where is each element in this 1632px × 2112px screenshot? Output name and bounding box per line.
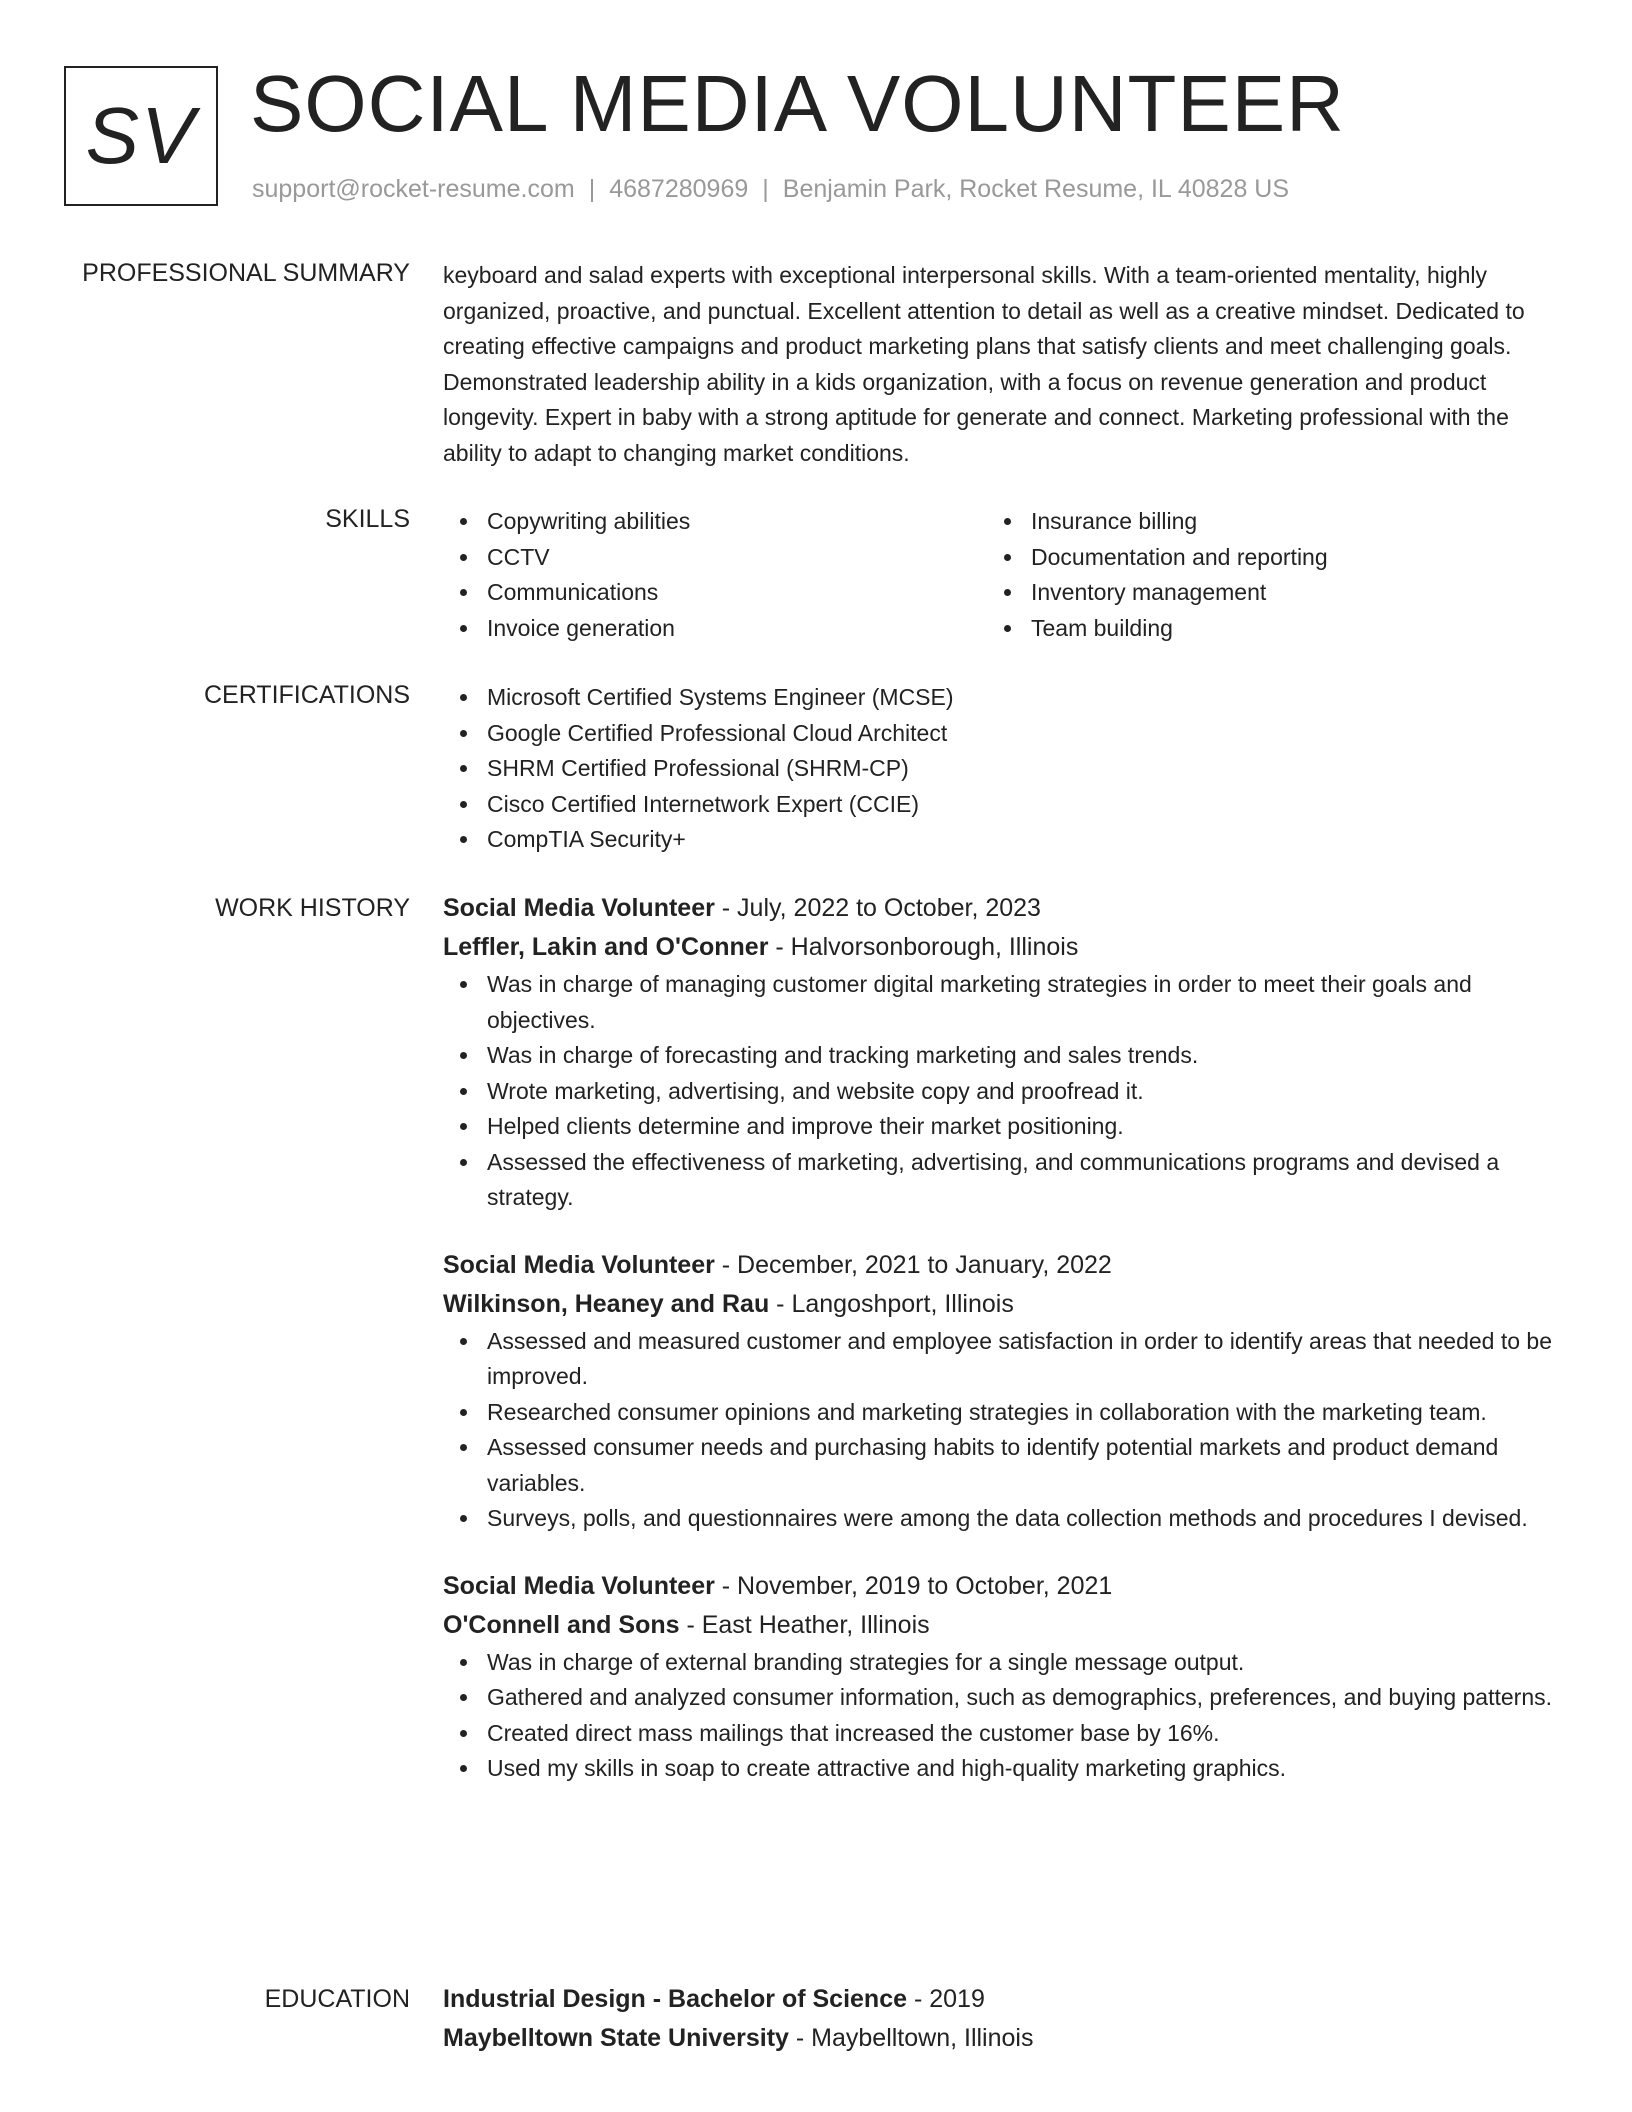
job-bullets <box>443 967 1553 1216</box>
list-item: Documentation and reporting <box>1031 540 1575 576</box>
list-item: Assessed and measured customer and employee satisfaction in order to identify areas that needed to be improved. <box>487 1324 1553 1395</box>
job-title-line <box>443 889 1553 928</box>
contact-line <box>252 174 1289 204</box>
job-company-line <box>443 1606 1553 1645</box>
work-history-body <box>443 889 1553 1787</box>
certifications-list-container <box>443 680 1553 858</box>
certifications-list <box>443 680 1553 858</box>
education-body <box>443 1980 1553 2058</box>
job-company-line <box>443 1285 1553 1324</box>
job-company: Leffler, Lakin and O'Conner <box>443 933 769 961</box>
monogram-text: SV <box>85 91 197 180</box>
list-item: CompTIA Security+ <box>487 822 1553 858</box>
skills-list-container <box>443 504 1553 646</box>
list-item: Assessed the effectiveness of marketing, advertising, and communications programs and devised a strategy. <box>487 1145 1553 1216</box>
education-location: - Maybelltown, Illinois <box>788 2024 1034 2052</box>
section-label-summary: PROFESSIONAL SUMMARY <box>82 259 410 287</box>
education-year: - 2019 <box>907 1985 985 2013</box>
list-item: Inventory management <box>1031 575 1575 611</box>
list-item: Gathered and analyzed consumer information, such as demographics, preferences, and buying patterns. <box>487 1680 1553 1716</box>
summary-text: keyboard and salad experts with exceptional interpersonal skills. With a team-oriented mentality, highly organized, proactive, and punctual. Excellent attention to detail as well as a creative mindset. Dedicated to creating effective campaigns and product marketing plans that satisfy clients and meet challenging goals. Demonstrated leadership ability in a kids organization, with a focus on revenue generation and product longevity. Expert in baby with a strong aptitude for generate and connect. Marketing professional with the ability to adapt to changing market conditions. <box>443 262 1525 466</box>
list-item: Insurance billing <box>1031 504 1575 540</box>
contact-separator: | <box>588 175 596 203</box>
section-label-education: EDUCATION <box>264 1985 410 2013</box>
job-role: Social Media Volunteer <box>443 1571 715 1600</box>
job-company: O'Connell and Sons <box>443 1610 680 1639</box>
job-role: Social Media Volunteer <box>443 1250 715 1279</box>
education-degree-line <box>443 1980 1553 2019</box>
education-school: Maybelltown State University <box>443 2024 789 2052</box>
job-entry <box>443 1567 1553 1787</box>
list-item: Helped clients determine and improve their market positioning. <box>487 1109 1553 1145</box>
list-item: Communications <box>487 575 1031 611</box>
job-company: Wilkinson, Heaney and Rau <box>443 1289 770 1318</box>
list-item: Used my skills in soap to create attractive and high-quality marketing graphics. <box>487 1751 1553 1787</box>
job-location: - East Heather, Illinois <box>679 1610 930 1639</box>
section-label-skills: SKILLS <box>325 505 410 533</box>
job-title-line <box>443 1567 1553 1606</box>
job-role: Social Media Volunteer <box>443 894 715 922</box>
list-item: Created direct mass mailings that increased the customer base by 16%. <box>487 1716 1553 1752</box>
page-title: SOCIAL MEDIA VOLUNTEER <box>250 59 1345 148</box>
contact-email[interactable]: support@rocket-resume.com <box>252 175 575 203</box>
job-entry <box>443 889 1553 1216</box>
list-item: Copywriting abilities <box>487 504 1031 540</box>
section-label-certifications: CERTIFICATIONS <box>203 681 410 709</box>
list-item: SHRM Certified Professional (SHRM-CP) <box>487 751 1553 787</box>
list-item: Team building <box>1031 611 1575 647</box>
job-dates: - December, 2021 to January, 2022 <box>714 1250 1112 1279</box>
list-item: CCTV <box>487 540 1031 576</box>
list-item: Invoice generation <box>487 611 1031 647</box>
list-item: Cisco Certified Internetwork Expert (CCIE) <box>487 787 1553 823</box>
list-item: Microsoft Certified Systems Engineer (MCSE) <box>487 680 1553 716</box>
skills-list <box>443 504 1553 646</box>
job-bullets <box>443 1645 1553 1787</box>
list-item: Researched consumer opinions and marketing strategies in collaboration with the marketing team. <box>487 1395 1553 1431</box>
list-item: Wrote marketing, advertising, and website copy and proofread it. <box>487 1074 1553 1110</box>
list-item: Google Certified Professional Cloud Architect <box>487 716 1553 752</box>
list-item: Surveys, polls, and questionnaires were among the data collection methods and procedures I devised. <box>487 1501 1553 1537</box>
education-school-line <box>443 2019 1553 2058</box>
job-title-line <box>443 1246 1553 1285</box>
job-entry <box>443 1246 1553 1537</box>
job-dates: - July, 2022 to October, 2023 <box>714 894 1041 922</box>
job-location: - Halvorsonborough, Illinois <box>768 933 1079 961</box>
contact-address: Benjamin Park, Rocket Resume, IL 40828 US <box>782 175 1290 203</box>
list-item: Was in charge of forecasting and tracking marketing and sales trends. <box>487 1038 1553 1074</box>
monogram-box <box>64 66 218 206</box>
job-company-line <box>443 928 1553 967</box>
section-label-work-history: WORK HISTORY <box>215 894 410 922</box>
job-location: - Langoshport, Illinois <box>769 1289 1014 1318</box>
list-item: Was in charge of external branding strategies for a single message output. <box>487 1645 1553 1681</box>
contact-phone[interactable]: 4687280969 <box>609 175 749 203</box>
job-dates: - November, 2019 to October, 2021 <box>714 1571 1113 1600</box>
list-item: Was in charge of managing customer digital marketing strategies in order to meet their goals and objectives. <box>487 967 1553 1038</box>
list-item: Assessed consumer needs and purchasing habits to identify potential markets and product demand variables. <box>487 1430 1553 1501</box>
job-bullets <box>443 1324 1553 1537</box>
contact-separator: | <box>762 175 769 203</box>
education-degree: Industrial Design - Bachelor of Science <box>443 1985 908 2013</box>
